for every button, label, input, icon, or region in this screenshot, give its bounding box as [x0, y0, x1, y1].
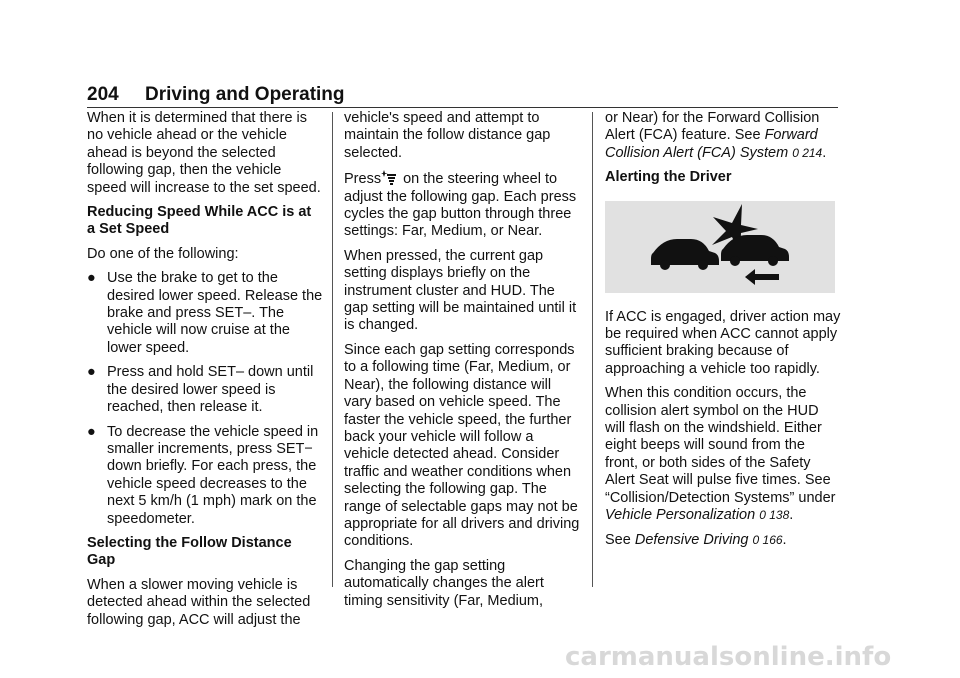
paragraph: Do one of the following:: [87, 245, 239, 262]
paragraph: When a slower moving vehicle is detected ahead within the selected following gap, ACC will adjust the: [87, 576, 311, 628]
page-reference[interactable]: 0 138: [759, 508, 790, 523]
bullet-icon: ●: [87, 270, 96, 287]
list-item: [87, 270, 323, 357]
section-title: Driving and Operating: [145, 84, 345, 105]
list-item-text: Press and hold SET– down until the desired lower speed is reached, then release it.: [107, 364, 314, 416]
paragraph: [605, 385, 841, 524]
watermark: carmanualsonline.info: [565, 642, 892, 672]
text: .: [789, 507, 794, 524]
column-divider-2: [592, 112, 593, 587]
paragraph: Since each gap setting corresponds to a following time (Far, Medium, or Near), the following distance will vary based on vehicle speed. The faster the vehicle speed, the further back your vehicle will follow a vehicle detected ahead. Consider traffic and weather conditions when selecting the following gap. The range of selectable gaps may not be appropriate for all drivers and driving conditions.: [344, 341, 580, 550]
column-1: [87, 110, 323, 636]
text: .: [782, 531, 787, 548]
bullet-icon: ●: [87, 364, 96, 381]
header-rule: [87, 107, 838, 108]
paragraph: [344, 169, 580, 241]
paragraph: When pressed, the current gap setting displays briefly on the instrument cluster and HUD. The gap setting will be maintained until it is changed.: [344, 247, 577, 334]
column-divider-1: [332, 112, 333, 587]
text: .: [822, 144, 827, 161]
text: on the steering wheel to adjust the following gap. Each press cycles the gap button through three settings: Far, Medium, or Near.: [344, 171, 577, 240]
page-number: 204: [87, 84, 119, 105]
list-item: [87, 424, 323, 528]
page-reference[interactable]: 0 214: [792, 145, 823, 160]
follow-distance-gap-icon: [381, 169, 399, 186]
subheading-follow-distance: Selecting the Follow Distance Gap: [87, 534, 292, 569]
paragraph: If ACC is engaged, driver action may be required when ACC cannot apply sufficient braking because of approaching a vehicle too rapidly.: [605, 308, 841, 377]
paragraph: vehicle's speed and attempt to maintain the follow distance gap selected.: [344, 110, 551, 161]
text: or Near) for the Forward Collision Alert (FCA) feature. See: [605, 110, 820, 144]
page-reference[interactable]: 0 166: [752, 532, 783, 547]
list-item-text: To decrease the vehicle speed in smaller increments, press SET− down briefly. For each press, the vehicle speed decreases to the next 5 km/h (1 mph) mark on the speedometer.: [107, 423, 319, 527]
list-item-text: Use the brake to get to the desired lower speed. Release the brake and press SET–. The vehicle will now cruise at the lower speed.: [107, 270, 323, 356]
collision-alert-figure: [605, 201, 835, 293]
link-forward-collision-alert[interactable]: Forward Collision Alert (FCA) System: [605, 127, 818, 161]
text: See: [605, 531, 635, 548]
subheading-reducing-speed: Reducing Speed While ACC is at a Set Speed: [87, 204, 312, 238]
link-vehicle-personalization[interactable]: Vehicle Personalization: [605, 507, 756, 524]
paragraph: When it is determined that there is no vehicle ahead or the vehicle ahead is beyond the selected following gap, then the vehicle speed will increase to the set speed.: [87, 110, 321, 196]
bullet-icon: ●: [87, 423, 96, 440]
paragraph: Changing the gap setting automatically changes the alert timing sensitivity (Far, Medium,: [344, 557, 544, 609]
text: Press: [344, 171, 382, 188]
subheading-alerting-driver: Alerting the Driver: [605, 169, 732, 186]
link-defensive-driving[interactable]: Defensive Driving: [634, 531, 749, 548]
text: When this condition occurs, the collision alert symbol on the HUD will flash on the windshield. Either eight beeps will sound from the front, or both sides of the Safety Alert Seat will pulse five times. See “Collision/Detection Systems” under: [605, 385, 836, 506]
paragraph: [605, 532, 841, 549]
column-3: [605, 110, 841, 556]
column-2: [344, 110, 580, 617]
collision-alert-icon: [605, 201, 835, 293]
page-header: [87, 84, 838, 105]
list-item: [87, 364, 323, 416]
paragraph: [605, 110, 841, 162]
